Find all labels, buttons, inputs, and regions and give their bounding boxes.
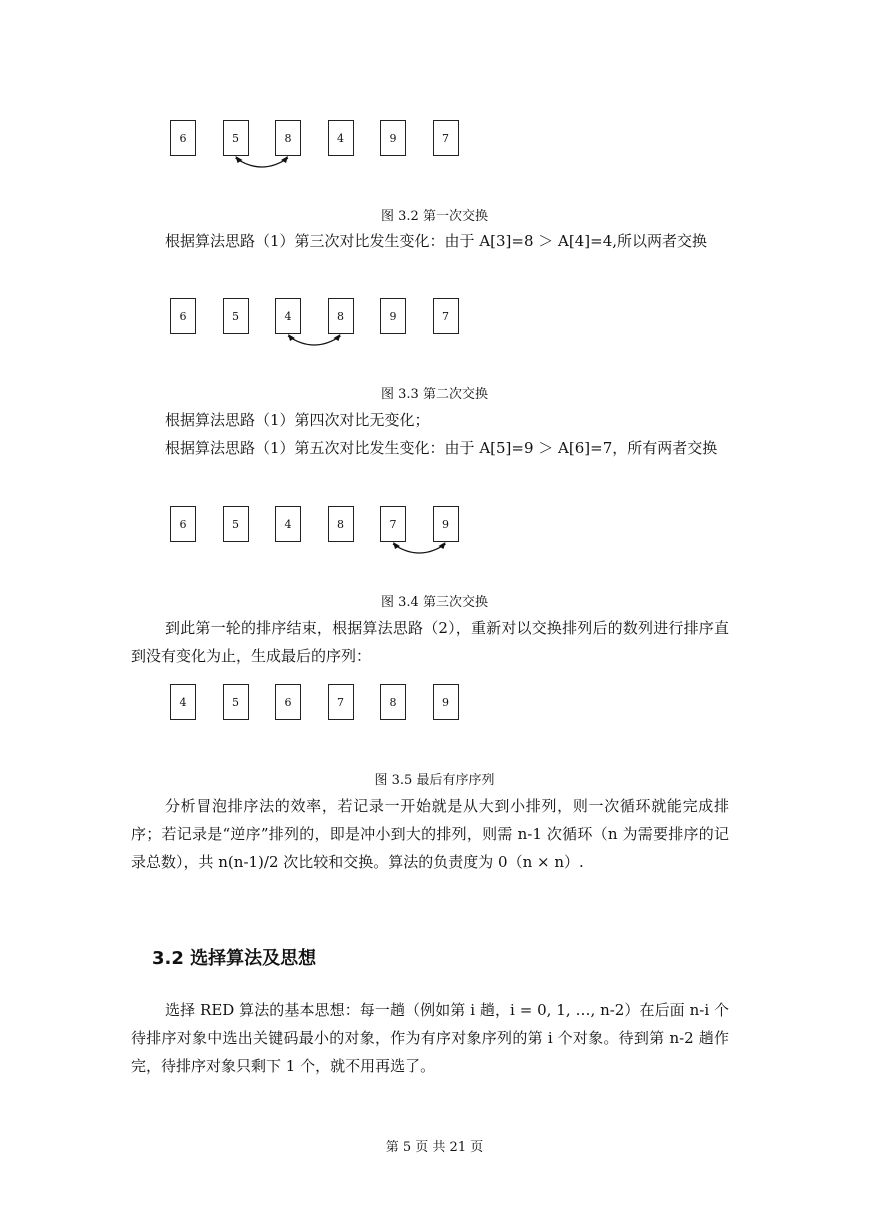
array-element-box: 7 [380,506,406,542]
array-element-box: 6 [170,298,196,334]
array-element-box: 5 [223,684,249,720]
figure-caption: 图 3.5 最后有序序列 [374,773,495,788]
array-element-box: 4 [275,506,301,542]
paragraph [131,792,729,876]
paragraph-text: 选择 RED 算法的基本思想：每一趟（例如第 i 趟，i = 0, 1, …, n-2）在后面 n-i 个待排序对象中选出关键码最小的对象，作为有序对象序列的第 i 个对象。待到第 n-2 趟作完，待排序对象只剩下 1 个，就不用再选了。 [131,1001,729,1075]
array-element-box: 5 [223,506,249,542]
array-element-box: 6 [275,684,301,720]
array-element-box: 8 [328,298,354,334]
figure-caption: 图 3.4 第三次交换 [381,595,488,610]
array-element-box: 6 [170,120,196,156]
array-element-box: 5 [223,120,249,156]
figure-3-5 [0,684,869,744]
paragraph [131,406,729,462]
figure-3-2 [0,120,869,180]
array-element-box: 9 [433,506,459,542]
array-element-box: 8 [380,684,406,720]
array-element-box: 7 [433,120,459,156]
paragraph-text: 根据算法思路（1）第五次对比发生变化：由于 A[5]=9 ＞ A[6]=7，所有两者交换 [165,439,718,457]
section-heading: 3.2 选择算法及思想 [152,948,317,969]
paragraph-text: 到此第一轮的排序结束，根据算法思路（2），重新对以交换排列后的数列进行排序直到没有变化为止，生成最后的序列： [131,619,729,665]
array-element-box: 7 [433,298,459,334]
swap-arrow-icon [0,332,869,362]
swap-arrow-icon [0,540,869,570]
figure-3-4 [0,506,869,566]
array-element-box: 9 [380,298,406,334]
page-footer: 第 5 页 共 21 页 [385,1140,484,1155]
figure-caption: 图 3.2 第一次交换 [381,209,488,224]
figure-3-3 [0,298,869,358]
array-element-box: 8 [328,506,354,542]
paragraph-text: 根据算法思路（1）第四次对比无变化； [165,411,430,429]
array-element-box: 4 [170,684,196,720]
array-element-box: 6 [170,506,196,542]
array-element-box: 8 [275,120,301,156]
array-element-box: 9 [433,684,459,720]
paragraph [131,614,729,670]
paragraph-text: 分析冒泡排序法的效率，若记录一开始就是从大到小排列，则一次循环就能完成排序；若记录是“逆序”排列的，即是冲小到大的排列，则需 n-1 次循环（n 为需要排序的记录总数），共 n(n-1)/2 次比较和交换。算法的负责度为 0（n × n）. [131,797,729,871]
paragraph [131,996,729,1080]
swap-arrow-icon [0,154,869,184]
array-element-box: 7 [328,684,354,720]
figure-caption: 图 3.3 第二次交换 [381,387,488,402]
array-element-box: 4 [275,298,301,334]
paragraph [131,227,729,255]
array-element-box: 9 [380,120,406,156]
paragraph-text: 根据算法思路（1）第三次对比发生变化：由于 A[3]=8 ＞ A[4]=4,所以两者交换 [165,232,708,250]
array-element-box: 4 [328,120,354,156]
array-element-box: 5 [223,298,249,334]
